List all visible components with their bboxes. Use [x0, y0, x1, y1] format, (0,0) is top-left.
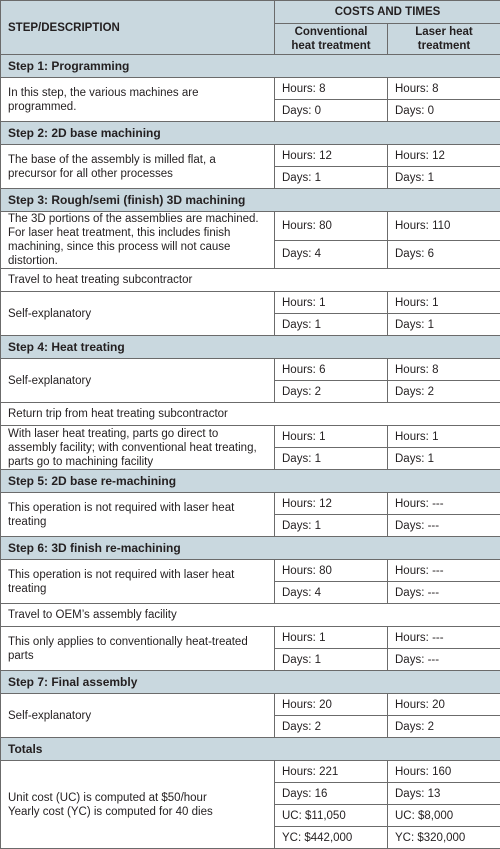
- conventional-value: Days: 1: [275, 448, 388, 470]
- step-title: Step 4: Heat treating: [1, 336, 500, 359]
- step-title: Step 2: 2D base machining: [1, 122, 500, 145]
- step-title: Step 5: 2D base re-machining: [1, 470, 500, 493]
- step-title: Step 1: Programming: [1, 55, 500, 78]
- conventional-value: Hours: 221: [275, 761, 388, 783]
- conventional-value: Days: 0: [275, 100, 388, 122]
- step-description: This operation is not required with laser heat treating: [1, 560, 275, 604]
- conventional-value: Hours: 1: [275, 627, 388, 649]
- conventional-value: Days: 4: [275, 240, 388, 269]
- laser-value: Days: ---: [388, 582, 500, 604]
- table-row: [1, 426, 500, 448]
- conventional-value: Days: 2: [275, 716, 388, 738]
- costs-and-times-header: COSTS AND TIMES: [275, 1, 500, 24]
- step-title: Step 6: 3D finish re-machining: [1, 537, 500, 560]
- laser-value: Hours: 20: [388, 694, 500, 716]
- table-row: [1, 359, 500, 381]
- step-header-row: [1, 738, 500, 761]
- laser-value: Days: 13: [388, 783, 500, 805]
- laser-value: Hours: 160: [388, 761, 500, 783]
- table-row: [1, 292, 500, 314]
- laser-value: Days: ---: [388, 649, 500, 671]
- laser-value: YC: $320,000: [388, 827, 500, 849]
- conventional-value: Hours: 12: [275, 145, 388, 167]
- step-description-header: STEP/DESCRIPTION: [1, 1, 275, 55]
- travel-title: Travel to heat treating subcontractor: [1, 269, 500, 292]
- table-row: [1, 145, 500, 167]
- table-row: [1, 560, 500, 582]
- step-description: Self-explanatory: [1, 359, 275, 403]
- laser-value: Days: 2: [388, 381, 500, 403]
- laser-value: Days: ---: [388, 515, 500, 537]
- travel-header-row: [1, 604, 500, 627]
- laser-value: Hours: 1: [388, 426, 500, 448]
- conventional-value: Hours: 80: [275, 212, 388, 241]
- table-row: [1, 493, 500, 515]
- table-body: [1, 55, 500, 849]
- travel-title: Travel to OEM’s assembly facility: [1, 604, 500, 627]
- laser-value: Hours: 1: [388, 292, 500, 314]
- laser-value: Days: 1: [388, 448, 500, 470]
- step-header-row: [1, 336, 500, 359]
- laser-value: Days: 1: [388, 167, 500, 189]
- step-description: This operation is not required with laser heat treating: [1, 493, 275, 537]
- step-title: Step 7: Final assembly: [1, 671, 500, 694]
- table-row: [1, 627, 500, 649]
- step-description: The base of the assembly is milled flat, a precursor for all other processes: [1, 145, 275, 189]
- conventional-value: UC: $11,050: [275, 805, 388, 827]
- laser-value: Days: 1: [388, 314, 500, 336]
- step-header-row: [1, 671, 500, 694]
- step-description: Unit cost (UC) is computed at $50/hour Yearly cost (YC) is computed for 40 dies: [1, 761, 275, 849]
- step-header-row: [1, 189, 500, 212]
- laser-value: Days: 2: [388, 716, 500, 738]
- step-title: Totals: [1, 738, 500, 761]
- conventional-value: Hours: 1: [275, 426, 388, 448]
- step-header-row: [1, 470, 500, 493]
- laser-value: Hours: 110: [388, 212, 500, 241]
- conventional-value: Hours: 80: [275, 560, 388, 582]
- step-header-row: [1, 122, 500, 145]
- conventional-value: Hours: 20: [275, 694, 388, 716]
- conventional-value: Days: 16: [275, 783, 388, 805]
- travel-title: Return trip from heat treating subcontractor: [1, 403, 500, 426]
- conventional-value: Days: 4: [275, 582, 388, 604]
- conventional-value: Days: 2: [275, 381, 388, 403]
- laser-column-header: Laser heat treatment: [388, 24, 500, 55]
- step-header-row: [1, 537, 500, 560]
- table-row: [1, 78, 500, 100]
- laser-value: Hours: ---: [388, 560, 500, 582]
- conventional-value: Days: 1: [275, 314, 388, 336]
- step-description: Self-explanatory: [1, 292, 275, 336]
- step-header-row: [1, 55, 500, 78]
- laser-value: Hours: 12: [388, 145, 500, 167]
- conventional-value: Days: 1: [275, 167, 388, 189]
- table-row: [1, 212, 500, 241]
- step-description: In this step, the various machines are programmed.: [1, 78, 275, 122]
- laser-value: Hours: ---: [388, 627, 500, 649]
- conventional-value: Days: 1: [275, 515, 388, 537]
- laser-value: Days: 6: [388, 240, 500, 269]
- conventional-value: YC: $442,000: [275, 827, 388, 849]
- conventional-value: Hours: 6: [275, 359, 388, 381]
- step-description: With laser heat treating, parts go direct to assembly facility; with conventional heat treating, parts go to machining facility: [1, 426, 275, 470]
- step-title: Step 3: Rough/semi (finish) 3D machining: [1, 189, 500, 212]
- conventional-column-header: Conventional heat treatment: [275, 24, 388, 55]
- step-description: The 3D portions of the assemblies are machined. For laser heat treatment, this includes finish machining, since this process will not cause distortion.: [1, 212, 275, 269]
- conventional-value: Hours: 8: [275, 78, 388, 100]
- laser-value: Hours: 8: [388, 78, 500, 100]
- travel-header-row: [1, 269, 500, 292]
- table-row: [1, 694, 500, 716]
- travel-header-row: [1, 403, 500, 426]
- laser-value: UC: $8,000: [388, 805, 500, 827]
- table-row: [1, 761, 500, 783]
- laser-value: Hours: ---: [388, 493, 500, 515]
- conventional-value: Hours: 12: [275, 493, 388, 515]
- laser-value: Days: 0: [388, 100, 500, 122]
- laser-value: Hours: 8: [388, 359, 500, 381]
- step-description: This only applies to conventionally heat-treated parts: [1, 627, 275, 671]
- step-description: Self-explanatory: [1, 694, 275, 738]
- conventional-value: Hours: 1: [275, 292, 388, 314]
- conventional-value: Days: 1: [275, 649, 388, 671]
